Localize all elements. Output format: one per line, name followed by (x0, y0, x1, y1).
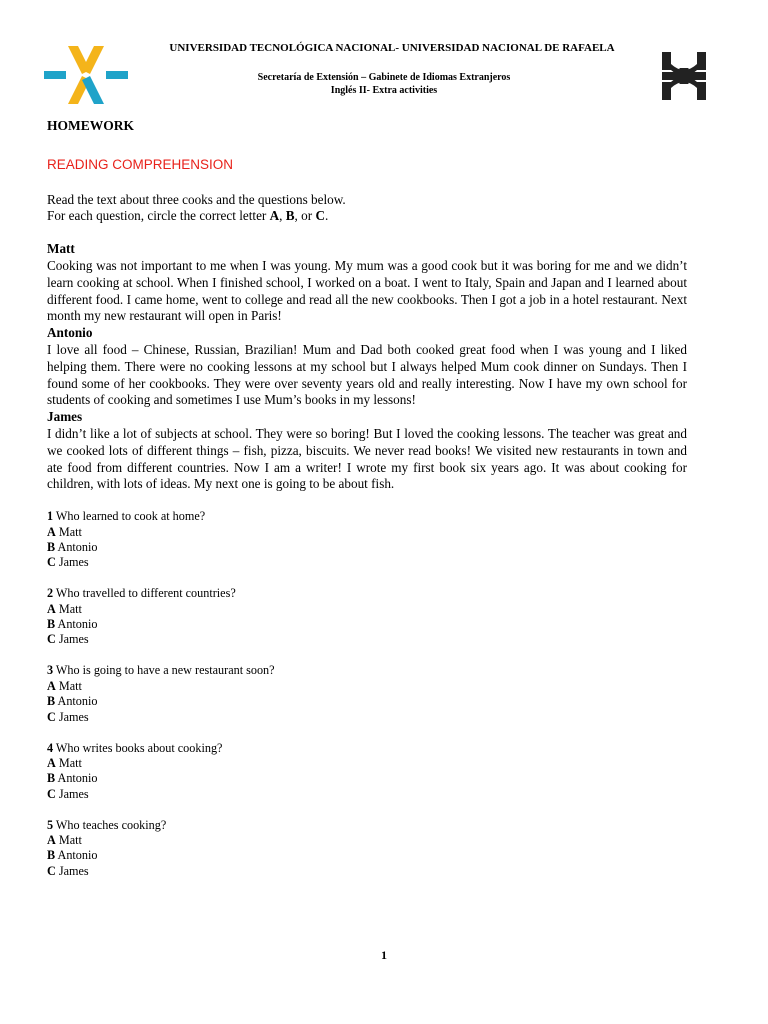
question-number: 4 (47, 740, 54, 755)
instructions-sep-1: , (279, 208, 286, 224)
option-text: James (55, 863, 89, 878)
question-text: Who is going to have a new restaurant soon? (53, 663, 275, 678)
header-course: Inglés II- Extra activities (330, 85, 438, 96)
section-title: READING COMPREHENSION (47, 156, 234, 172)
letter-a: A (269, 208, 280, 224)
option-text: James (55, 555, 89, 570)
question-2 (47, 586, 687, 648)
option-letter: B (47, 617, 56, 632)
option-text: Matt (55, 833, 82, 848)
option-letter: B (47, 848, 56, 863)
option-letter: B (47, 694, 56, 709)
question-number: 1 (47, 509, 54, 524)
page-number: 1 (381, 948, 387, 962)
instructions-sep-2: , or (294, 208, 316, 224)
letter-b: B (285, 208, 295, 224)
question-number: 3 (47, 663, 54, 678)
option-letter: C (47, 863, 56, 878)
cook-text-antonio: I love all food – Chinese, Russian, Brazilian! Mum and Dad both cooked great food when I was young and I liked helping them. There were no cooking lessons at my school but I always helped Mum cook dinner on Sundays. Then I found some of her cookbooks. They were over seventy years old and really interesting. Now I have my own school for students of cooking and sometimes I use Mum’s books in my lessons! (47, 341, 687, 408)
option-text: Antonio (55, 539, 98, 554)
header-university: UNIVERSIDAD TECNOLÓGICA NACIONAL- UNIVERSIDAD NACIONAL DE RAFAELA (169, 42, 615, 54)
cook-name-antonio: Antonio (47, 325, 93, 341)
option-letter: A (47, 755, 56, 770)
option-letter: B (47, 539, 56, 554)
option-letter: C (47, 555, 56, 570)
question-4 (47, 741, 687, 803)
option-text: Matt (55, 524, 82, 539)
header-secretaria: Secretaría de Extensión – Gabinete de Idiomas Extranjeros (257, 72, 511, 83)
question-text: Who learned to cook at home? (53, 509, 206, 524)
utn-logo-part-1 (662, 52, 671, 70)
option-text: Antonio (55, 848, 98, 863)
question-number: 2 (47, 586, 54, 601)
option-letter: B (47, 771, 56, 786)
option-text: Matt (55, 601, 82, 616)
option-letter: A (47, 678, 56, 693)
question-5 (47, 818, 687, 880)
cook-name-matt: Matt (47, 241, 75, 257)
question-text: Who travelled to different countries? (53, 586, 236, 601)
option-letter: C (47, 709, 56, 724)
option-letter: C (47, 632, 56, 647)
option-text: James (55, 786, 89, 801)
instructions-end: . (324, 208, 329, 224)
instructions-text: For each question, circle the correct letter (47, 208, 270, 224)
cook-text-james: I didn’t like a lot of subjects at school. They were so boring! But I loved the cooking lessons. The teacher was great and we cooked lots of different things – fish, pizza, biscuits. We never read books! We visited new restaurants in town and ate food from different countries. Now I am a writer! I wrote my first book six years ago. It was about cooking for children, with lots of ideas. My next one is going to be about fish. (47, 425, 687, 492)
option-text: Antonio (55, 617, 98, 632)
option-text: Matt (55, 678, 82, 693)
option-text: Antonio (55, 694, 98, 709)
letter-c: C (315, 208, 325, 224)
option-letter: A (47, 833, 56, 848)
homework-heading: HOMEWORK (47, 118, 134, 133)
option-text: James (55, 709, 89, 724)
option-text: James (55, 632, 89, 647)
option-text: Matt (55, 755, 82, 770)
cook-text-matt: Cooking was not important to me when I was young. My mum was a good cook but it was boring for me and we didn’t learn cooking at school. When I finished school, I worked on a boat. I went to Italy, Spain and Japan and I learned about different food. I came home, went to college and read all the new cookbooks. Then I got a job in a hotel restaurant. Next month my new restaurant will open in Paris! (47, 257, 687, 324)
option-text: Antonio (55, 771, 98, 786)
option-letter: C (47, 786, 56, 801)
question-text: Who teaches cooking? (53, 817, 167, 832)
option-letter: A (47, 601, 56, 616)
question-1 (47, 509, 687, 571)
question-text: Who writes books about cooking? (53, 740, 223, 755)
utn-logo-part-2 (697, 52, 706, 70)
cook-name-james: James (47, 409, 83, 425)
option-letter: A (47, 524, 56, 539)
question-3 (47, 663, 687, 725)
instructions-line-1: Read the text about three cooks and the questions below. (47, 191, 346, 207)
instructions-line-2 (47, 208, 687, 225)
question-number: 5 (47, 817, 54, 832)
document-body (47, 118, 687, 895)
